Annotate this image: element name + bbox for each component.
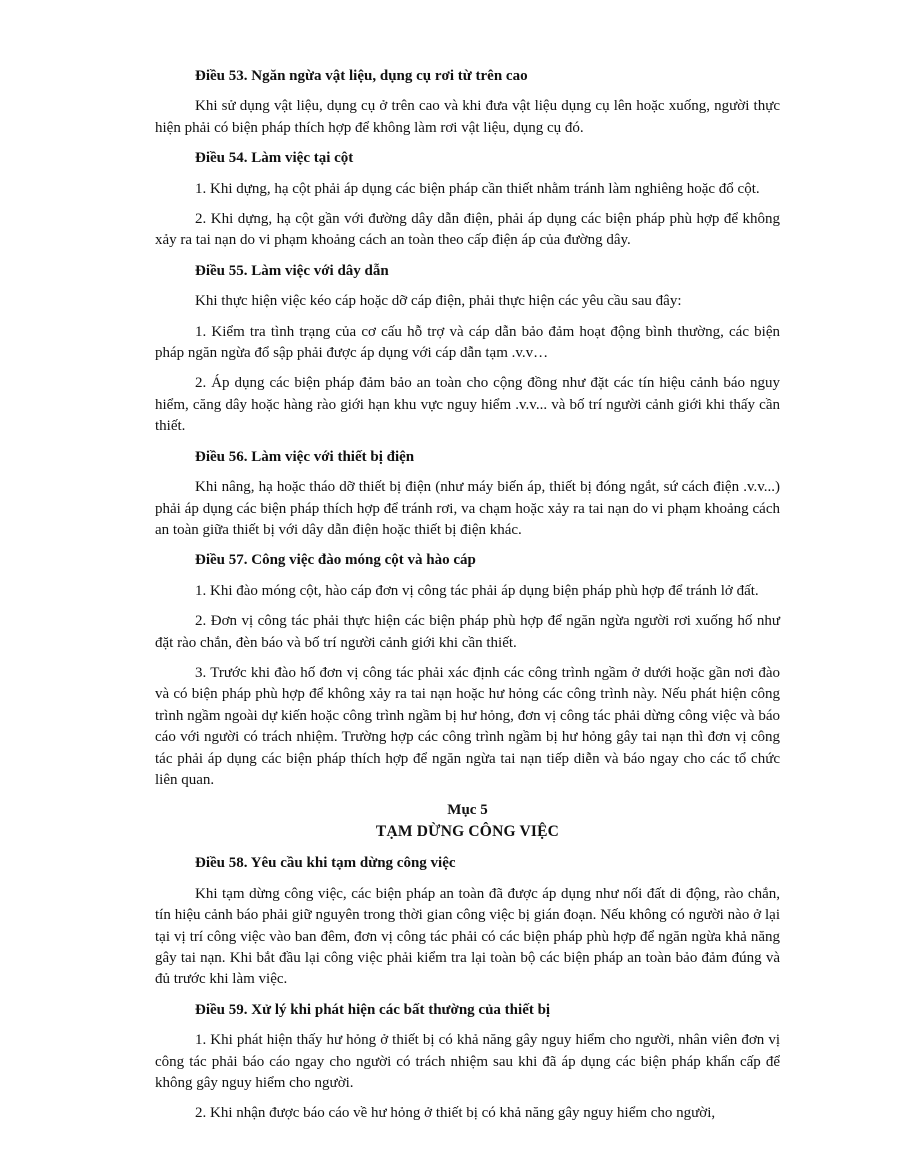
article-57-paragraph-2: 2. Đơn vị công tác phải thực hiện các biện pháp phù hợp để ngăn ngừa người rơi xuống hố như đặt rào chắn, đèn báo và bố trí người cảnh giới khi cần thiết. (155, 613, 780, 651)
article-59-title: Điều 59. Xử lý khi phát hiện các bất thường của thiết bị (195, 1001, 551, 1018)
article-59-paragraph-2: 2. Khi nhận được báo cáo về hư hỏng ở thiết bị có khả năng gây nguy hiểm cho người, (195, 1105, 716, 1122)
section-name: TẠM DỪNG CÔNG VIỆC (375, 823, 560, 841)
section-number: Mục 5 (447, 802, 488, 819)
article-56-paragraph-1: Khi nâng, hạ hoặc tháo dỡ thiết bị điện (như máy biến áp, thiết bị đóng ngắt, sứ cách điện .v.v...) phải áp dụng các biện pháp thích hợp để tránh rơi, va chạm hoặc xảy ra tai nạn do vi phạm khoảng cách an toàn giữa thiết bị với dây dẫn điện hoặc thiết bị điện khác. (155, 479, 780, 538)
article-55-paragraph-1: Khi thực hiện việc kéo cáp hoặc dỡ cáp điện, phải thực hiện các yêu cầu sau đây: (195, 293, 682, 310)
article-57-paragraph-3: 3. Trước khi đào hố đơn vị công tác phải xác định các công trình ngầm ở dưới hoặc gần nơi đào và có biện pháp phù hợp để không xảy ra tai nạn hoặc hư hỏng các công trình này. Nếu phát hiện công trình ngầm ngoài dự kiến hoặc công trình ngầm bị hư hỏng, đơn vị công tác phải dừng công việc và báo cáo với người có trách nhiệm. Trường hợp các công trình ngầm bị hư hỏng gây tai nạn thì đơn vị công tác phải áp dụng các biện pháp thích hợp để ngăn ngừa tai nạn tiếp diễn và báo ngay cho các tổ chức liên quan. (155, 664, 780, 788)
article-56-title: Điều 56. Làm việc với thiết bị điện (195, 448, 415, 465)
article-59-paragraph-1: 1. Khi phát hiện thấy hư hỏng ở thiết bị có khả năng gây nguy hiểm cho người, nhân viên đơn vị công tác phải báo cáo ngay cho người có trách nhiệm sau khi đã áp dụng các biện pháp khẩn cấp để không gây nguy hiểm cho người. (155, 1032, 780, 1092)
article-57-title: Điều 57. Công việc đào móng cột và hào cáp (195, 552, 476, 569)
section-heading (155, 800, 780, 842)
article-55-title: Điều 55. Làm việc với dây dẫn (195, 262, 389, 279)
article-58-paragraph-1: Khi tạm dừng công việc, các biện pháp an toàn đã được áp dụng như nối đất di động, rào chắn, tín hiệu cảnh báo phải giữ nguyên trong thời gian công việc bị gián đoạn. Nếu không có người nào ở lại tại vị trí công việc vào ban đêm, đơn vị công tác phải có các biện pháp phù hợp để ngăn ngừa khả năng gây tai nạn. Khi bắt đầu lại công việc phải kiểm tra lại toàn bộ các biện pháp an toàn bảo đảm đúng và đủ trước khi làm việc. (155, 885, 780, 988)
article-54-paragraph-1: 1. Khi dựng, hạ cột phải áp dụng các biện pháp cần thiết nhằm tránh làm nghiêng hoặc đổ cột. (195, 180, 760, 197)
article-55-paragraph-3: 2. Áp dụng các biện pháp đảm bảo an toàn cho cộng đồng như đặt các tín hiệu cảnh báo nguy hiểm, căng dây hoặc hàng rào giới hạn khu vực nguy hiểm .v.v... và bố trí người cảnh giới khi thấy cần thiết. (155, 375, 780, 435)
article-53-title: Điều 53. Ngăn ngừa vật liệu, dụng cụ rơi từ trên cao (195, 68, 528, 84)
article-53-paragraph-1: Khi sử dụng vật liệu, dụng cụ ở trên cao và khi đưa vật liệu dụng cụ lên hoặc xuống, người thực hiện phải có biện pháp thích hợp để không làm rơi vật liệu, dụng cụ đó. (155, 98, 780, 136)
article-54-title: Điều 54. Làm việc tại cột (195, 150, 354, 167)
article-58-title: Điều 58. Yêu cầu khi tạm dừng công việc (195, 855, 456, 872)
article-55-paragraph-2: 1. Kiểm tra tình trạng của cơ cấu hỗ trợ và cáp dẫn bảo đảm hoạt động bình thường, các biện pháp ngăn ngừa đổ sập phải được áp dụng với cáp dẫn tạm .v.v… (155, 323, 780, 362)
article-57-paragraph-1: 1. Khi đào móng cột, hào cáp đơn vị công tác phải áp dụng biện pháp phù hợp để tránh lở đất. (195, 582, 759, 599)
article-54-paragraph-2: 2. Khi dựng, hạ cột gần với đường dây dẫn điện, phải áp dụng các biện pháp phù hợp để không xảy ra tai nạn do vi phạm khoảng cách an toàn theo cấp điện áp của đường dây. (155, 211, 780, 249)
